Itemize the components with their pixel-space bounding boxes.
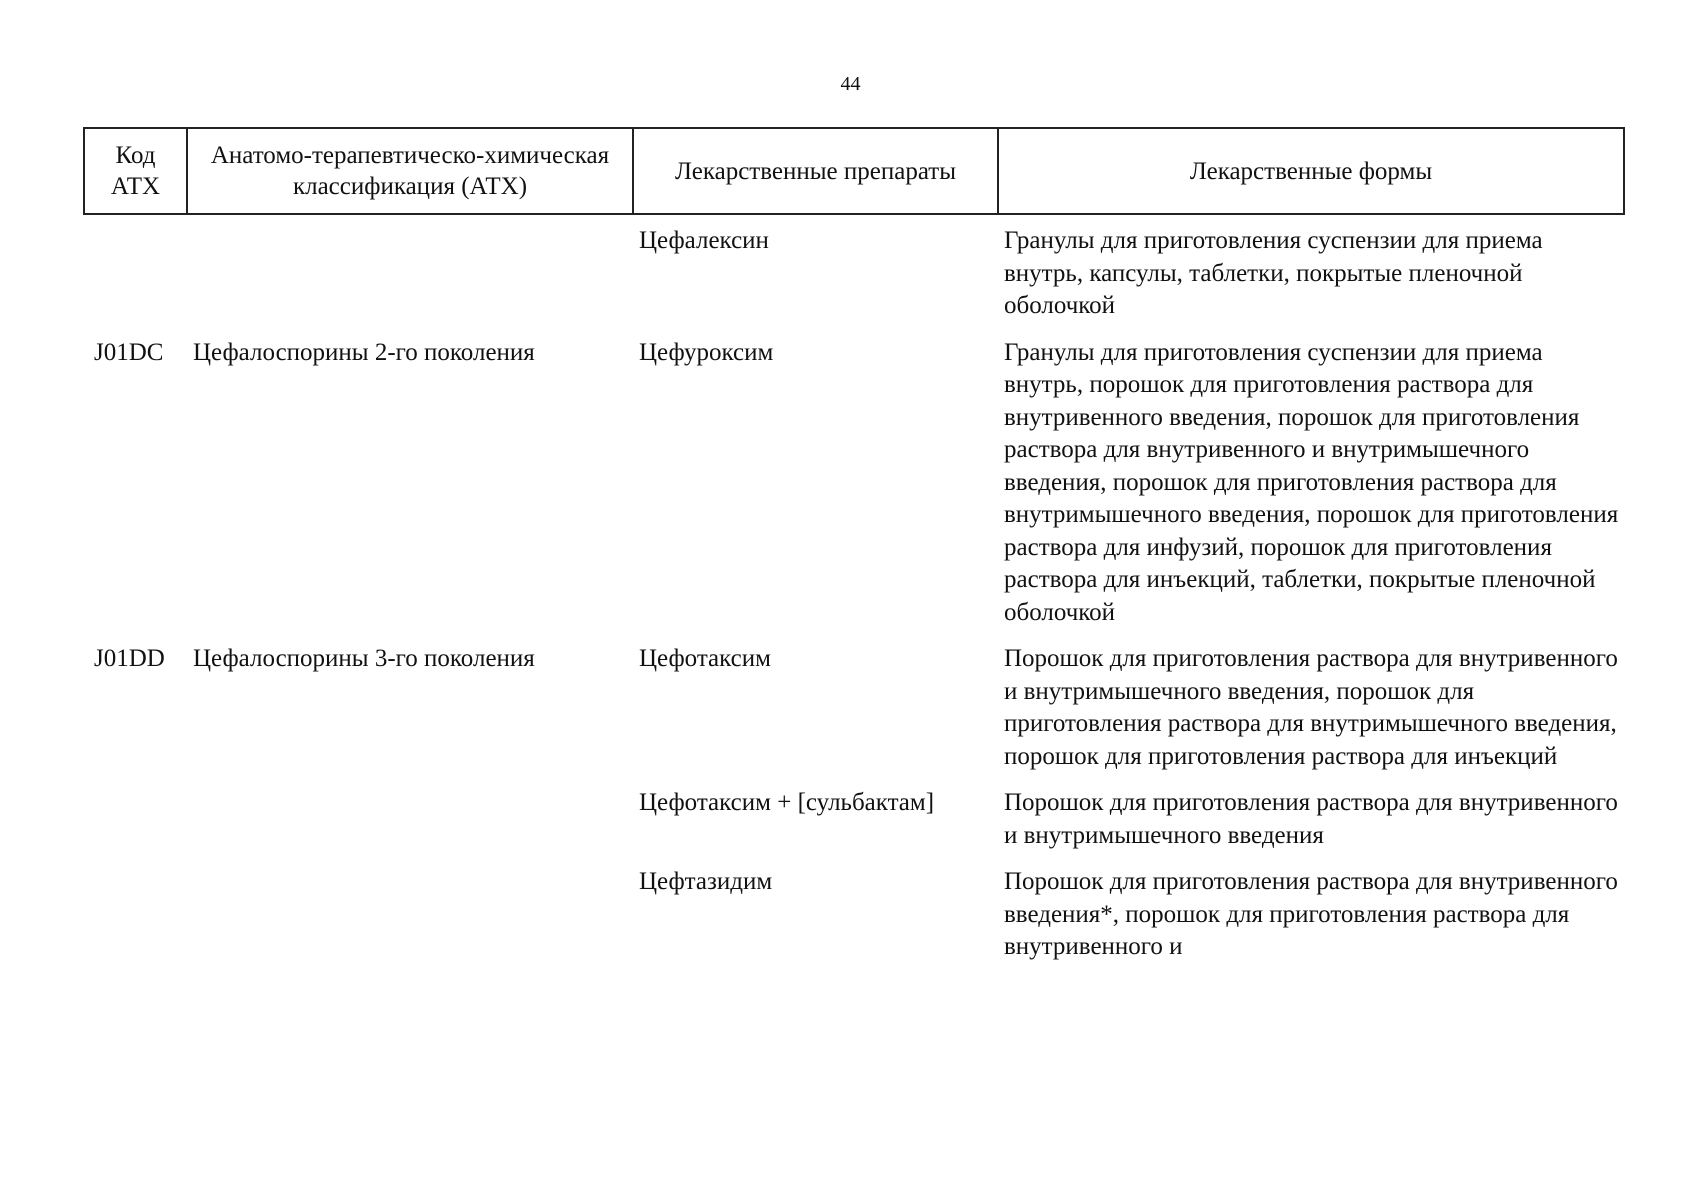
table-row bbox=[84, 214, 1624, 337]
header-classification: Анатомо-терапевтическо-химическая классификация (АТХ) bbox=[187, 128, 633, 214]
cell-classification: Цефалоспорины 2-го поколения bbox=[193, 338, 535, 366]
cell-classification bbox=[187, 866, 633, 964]
cell-classification bbox=[187, 214, 633, 337]
table-row bbox=[84, 337, 1624, 644]
table-row bbox=[84, 866, 1624, 964]
table-row bbox=[84, 787, 1624, 866]
cell-form: Порошок для приготовления раствора для внутривенного введения*, порошок для приготовления раствора для внутривенного и bbox=[1004, 868, 1618, 960]
cell-code: J01DD bbox=[94, 645, 165, 672]
atx-table bbox=[83, 127, 1625, 964]
cell-form: Гранулы для приготовления суспензии для приема внутрь, порошок для приготовления раствора для внутривенного введения, порошок для приготовления раствора для внутривенного и внутримышечного введения, порошок для приготовления раствора для внутримышечного введения, порошок для приготовления раствора для инфузий, порошок для приготовления раствора для инъекций, таблетки, покрытые пленочной оболочкой bbox=[1004, 338, 1619, 626]
cell-drug: Цефтазидим bbox=[639, 868, 773, 895]
cell-classification bbox=[187, 787, 633, 866]
cell-form: Порошок для приготовления раствора для внутривенного и внутримышечного введения bbox=[1004, 789, 1618, 849]
page-number: 44 bbox=[840, 73, 861, 95]
cell-code bbox=[84, 787, 187, 866]
header-row bbox=[84, 128, 1624, 214]
header-drugs: Лекарственные препараты bbox=[633, 128, 998, 214]
cell-form: Порошок для приготовления раствора для внутривенного и внутримышечного введения, порошок для приготовления раствора для внутримышечного введения, порошок для приготовления раствора для инъекций bbox=[1004, 645, 1618, 770]
cell-code bbox=[84, 214, 187, 337]
cell-drug: Цефотаксим + [сульбактам] bbox=[639, 789, 935, 816]
cell-drug: Цефотаксим bbox=[639, 645, 771, 672]
cell-drug: Цефалексин bbox=[639, 227, 769, 254]
header-forms: Лекарственные формы bbox=[998, 128, 1624, 214]
cell-drug: Цефуроксим bbox=[639, 338, 774, 366]
header-code: Код АТХ bbox=[84, 128, 187, 214]
cell-classification: Цефалоспорины 3-го поколения bbox=[193, 645, 535, 672]
cell-code: J01DC bbox=[94, 338, 164, 366]
table-row bbox=[84, 643, 1624, 787]
cell-form: Гранулы для приготовления суспензии для приема внутрь, капсулы, таблетки, покрытые пленочной оболочкой bbox=[1004, 227, 1543, 319]
cell-code bbox=[84, 866, 187, 964]
table-header bbox=[84, 128, 1624, 214]
table-body bbox=[84, 214, 1624, 964]
